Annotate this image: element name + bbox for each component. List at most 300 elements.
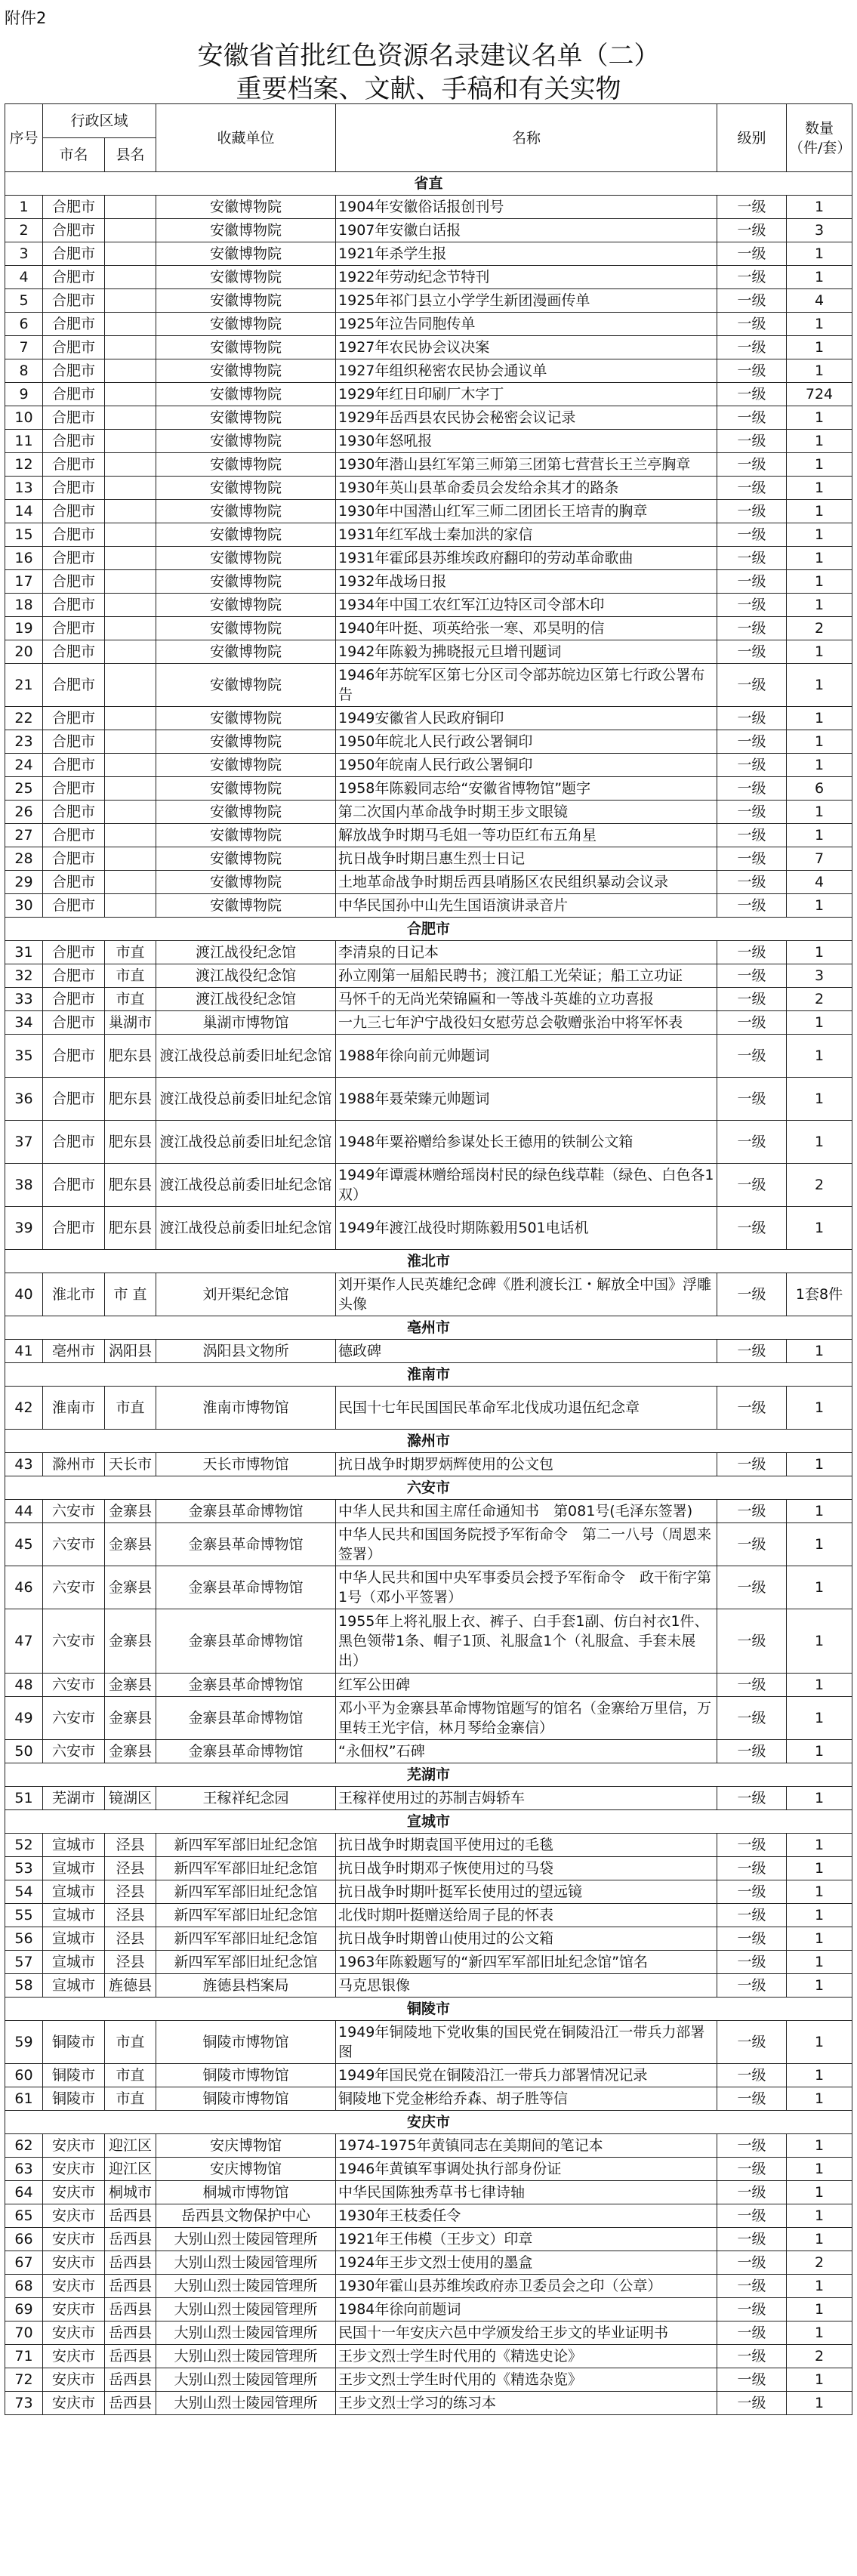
cell-city: 合肥市: [43, 266, 105, 289]
cell-city: 宣城市: [43, 1927, 105, 1951]
cell-unit: 桐城市博物馆: [156, 2181, 336, 2204]
cell-county: [105, 383, 156, 406]
cell-qty: 1: [787, 1523, 852, 1566]
cell-level: 一级: [717, 196, 787, 219]
cell-level: 一级: [717, 313, 787, 336]
cell-no: 17: [5, 570, 43, 594]
cell-no: 6: [5, 313, 43, 336]
cell-unit: 金寨县革命博物馆: [156, 1674, 336, 1697]
cell-level: 一级: [717, 2204, 787, 2228]
cell-level: 一级: [717, 2368, 787, 2392]
cell-county: 泾县: [105, 1857, 156, 1880]
cell-no: 45: [5, 1523, 43, 1566]
cell-unit: 安徽博物院: [156, 406, 336, 430]
section-row: [5, 1250, 852, 1273]
cell-level: 一级: [717, 664, 787, 707]
cell-name: 1932年战场日报: [336, 570, 717, 594]
cell-name: 抗日战争时期罗炳辉使用的公文包: [336, 1453, 717, 1476]
cell-name: 1925年泣告同胞传单: [336, 313, 717, 336]
cell-county: 巢湖市: [105, 1011, 156, 1035]
table-row: [5, 1500, 852, 1523]
cell-unit: 安徽博物院: [156, 523, 336, 547]
cell-name: 刘开渠作人民英雄纪念碑《胜利渡长江・解放全中国》浮雕头像: [336, 1273, 717, 1316]
cell-name: 李清泉的日记本: [336, 941, 717, 964]
cell-level: 一级: [717, 477, 787, 500]
header-no: 序号: [5, 104, 43, 172]
cell-city: 合肥市: [43, 359, 105, 383]
cell-qty: 1: [787, 2228, 852, 2251]
cell-qty: 1: [787, 664, 852, 707]
table-row: [5, 1035, 852, 1078]
cell-city: 合肥市: [43, 383, 105, 406]
cell-level: 一级: [717, 1609, 787, 1674]
cell-qty: 1: [787, 336, 852, 359]
cell-name: 民国十一年安庆六邑中学颁发给王步文的毕业证明书: [336, 2321, 717, 2345]
table-row: [5, 664, 852, 707]
cell-level: 一级: [717, 266, 787, 289]
table-row: [5, 1951, 852, 1974]
cell-no: 30: [5, 894, 43, 918]
cell-unit: 安徽博物院: [156, 547, 336, 570]
cell-no: 59: [5, 2021, 43, 2064]
table-row: [5, 2228, 852, 2251]
cell-name: 1930年潜山县红军第三师第三团第七营营长王兰亭胸章: [336, 453, 717, 477]
cell-unit: 铜陵市博物馆: [156, 2064, 336, 2087]
cell-qty: 3: [787, 964, 852, 988]
cell-unit: 安徽博物院: [156, 594, 336, 617]
table-row: [5, 1121, 852, 1164]
cell-unit: 安庆博物馆: [156, 2158, 336, 2181]
section-label: 六安市: [5, 1476, 852, 1500]
cell-qty: 1: [787, 1078, 852, 1121]
cell-level: 一级: [717, 2392, 787, 2415]
table-row: [5, 754, 852, 777]
table-row: [5, 219, 852, 242]
cell-name: 铜陵地下党金彬给乔森、胡子胜等信: [336, 2087, 717, 2111]
cell-no: 37: [5, 1121, 43, 1164]
cell-no: 43: [5, 1453, 43, 1476]
cell-qty: 1: [787, 242, 852, 266]
cell-city: 安庆市: [43, 2134, 105, 2158]
cell-name: 1904年安徽俗话报创刊号: [336, 196, 717, 219]
cell-no: 24: [5, 754, 43, 777]
cell-no: 21: [5, 664, 43, 707]
table-row: [5, 1523, 852, 1566]
cell-level: 一级: [717, 1857, 787, 1880]
cell-unit: 渡江战役总前委旧址纪念馆: [156, 1164, 336, 1207]
cell-city: 合肥市: [43, 964, 105, 988]
table-row: [5, 1609, 852, 1674]
cell-name: 民国十七年民国国民革命军北伐成功退伍纪念章: [336, 1387, 717, 1430]
cell-county: 市直: [105, 941, 156, 964]
cell-level: 一级: [717, 359, 787, 383]
cell-county: 市直: [105, 988, 156, 1011]
section-label: 安庆市: [5, 2111, 852, 2134]
cell-name: 中华民国陈独秀草书七律诗轴: [336, 2181, 717, 2204]
cell-level: 一级: [717, 1500, 787, 1523]
cell-unit: 王稼祥纪念园: [156, 1787, 336, 1810]
cell-name: 1949安徽省人民政府铜印: [336, 707, 717, 730]
cell-name: 1927年组织秘密农民协会通议单: [336, 359, 717, 383]
table-row: [5, 2345, 852, 2368]
table-row: [5, 313, 852, 336]
cell-name: 1955年上将礼服上衣、裤子、白手套1副、仿白衬衣1件、黑色领带1条、帽子1顶、礼服盒1个（礼服盒、手套未展出）: [336, 1609, 717, 1674]
table-row: [5, 894, 852, 918]
cell-county: 泾县: [105, 1951, 156, 1974]
cell-level: 一级: [717, 430, 787, 453]
header-unit: 收藏单位: [156, 104, 336, 172]
table-row: [5, 2134, 852, 2158]
cell-unit: 大别山烈士陵园管理所: [156, 2392, 336, 2415]
cell-city: 合肥市: [43, 988, 105, 1011]
cell-name: 1950年皖北人民行政公署铜印: [336, 730, 717, 754]
cell-no: 27: [5, 824, 43, 847]
table-header-row: [5, 104, 852, 138]
cell-no: 70: [5, 2321, 43, 2345]
cell-qty: 1: [787, 1951, 852, 1974]
cell-city: 合肥市: [43, 894, 105, 918]
cell-unit: 安徽博物院: [156, 730, 336, 754]
cell-level: 一级: [717, 1164, 787, 1207]
cell-level: 一级: [717, 707, 787, 730]
cell-unit: 安徽博物院: [156, 336, 336, 359]
table-row: [5, 1857, 852, 1880]
cell-county: 泾县: [105, 1880, 156, 1904]
cell-qty: 1: [787, 1880, 852, 1904]
cell-level: 一级: [717, 242, 787, 266]
cell-city: 合肥市: [43, 871, 105, 894]
cell-level: 一级: [717, 1927, 787, 1951]
cell-name: 1984年徐向前题词: [336, 2298, 717, 2321]
cell-county: 市直: [105, 2087, 156, 2111]
table-row: [5, 430, 852, 453]
cell-city: 合肥市: [43, 1207, 105, 1250]
cell-no: 55: [5, 1904, 43, 1927]
cell-city: 合肥市: [43, 847, 105, 871]
cell-unit: 金寨县革命博物馆: [156, 1523, 336, 1566]
cell-qty: 1: [787, 1207, 852, 1250]
cell-no: 29: [5, 871, 43, 894]
cell-no: 13: [5, 477, 43, 500]
cell-unit: 大别山烈士陵园管理所: [156, 2275, 336, 2298]
section-label: 淮北市: [5, 1250, 852, 1273]
cell-level: 一级: [717, 2134, 787, 2158]
cell-level: 一级: [717, 1011, 787, 1035]
cell-qty: 1: [787, 1974, 852, 1998]
cell-level: 一级: [717, 2087, 787, 2111]
table-row: [5, 359, 852, 383]
cell-county: 市直: [105, 2021, 156, 2064]
cell-no: 57: [5, 1951, 43, 1974]
cell-unit: 金寨县革命博物馆: [156, 1740, 336, 1763]
cell-unit: 新四军军部旧址纪念馆: [156, 1857, 336, 1880]
cell-city: 合肥市: [43, 430, 105, 453]
table-row: [5, 477, 852, 500]
cell-name: 邓小平为金寨县革命博物馆题写的馆名（金寨给万里信，万里转王光宇信，林月琴给金寨信）: [336, 1697, 717, 1740]
cell-level: 一级: [717, 500, 787, 523]
cell-unit: 安徽博物院: [156, 289, 336, 313]
cell-county: 岳西县: [105, 2298, 156, 2321]
cell-no: 14: [5, 500, 43, 523]
cell-county: [105, 777, 156, 801]
cell-no: 18: [5, 594, 43, 617]
cell-county: 金寨县: [105, 1674, 156, 1697]
cell-no: 66: [5, 2228, 43, 2251]
cell-qty: 1: [787, 313, 852, 336]
table-row: [5, 617, 852, 640]
table-row: [5, 2181, 852, 2204]
cell-qty: 1: [787, 2181, 852, 2204]
cell-level: 一级: [717, 1523, 787, 1566]
cell-unit: 安徽博物院: [156, 242, 336, 266]
cell-name: 德政碑: [336, 1340, 717, 1363]
table-row: [5, 453, 852, 477]
cell-qty: 1: [787, 2064, 852, 2087]
cell-name: 中华人民共和国国务院授予军衔命令 第二一八号（周恩来签署）: [336, 1523, 717, 1566]
cell-county: [105, 196, 156, 219]
cell-qty: 1: [787, 196, 852, 219]
cell-unit: 铜陵市博物馆: [156, 2021, 336, 2064]
table-row: [5, 2392, 852, 2415]
cell-unit: 渡江战役总前委旧址纪念馆: [156, 1121, 336, 1164]
table-row: [5, 707, 852, 730]
cell-level: 一级: [717, 824, 787, 847]
section-label: 亳州市: [5, 1316, 852, 1340]
cell-level: 一级: [717, 988, 787, 1011]
cell-qty: 3: [787, 219, 852, 242]
cell-no: 26: [5, 801, 43, 824]
cell-unit: 新四军军部旧址纪念馆: [156, 1951, 336, 1974]
cell-city: 安庆市: [43, 2345, 105, 2368]
cell-name: 中华人民共和国中央军事委员会授予军衔命令 政干衔字第1号（邓小平签署）: [336, 1566, 717, 1609]
cell-name: 抗日战争时期袁国平使用过的毛毯: [336, 1834, 717, 1857]
cell-city: 合肥市: [43, 242, 105, 266]
cell-county: [105, 871, 156, 894]
cell-city: 铜陵市: [43, 2021, 105, 2064]
cell-county: 金寨县: [105, 1697, 156, 1740]
cell-qty: 1套8件: [787, 1273, 852, 1316]
section-label: 合肥市: [5, 918, 852, 941]
cell-unit: 大别山烈士陵园管理所: [156, 2368, 336, 2392]
cell-name: 1931年霍邱县苏维埃政府翻印的劳动革命歌曲: [336, 547, 717, 570]
cell-no: 51: [5, 1787, 43, 1810]
table-row: [5, 1011, 852, 1035]
header-region: 行政区域: [43, 104, 156, 138]
cell-no: 41: [5, 1340, 43, 1363]
section-row: [5, 1363, 852, 1387]
cell-city: 合肥市: [43, 289, 105, 313]
section-row: [5, 1430, 852, 1453]
cell-city: 铜陵市: [43, 2087, 105, 2111]
cell-name: 1950年皖南人民行政公署铜印: [336, 754, 717, 777]
cell-unit: 安徽博物院: [156, 477, 336, 500]
table-row: [5, 1740, 852, 1763]
cell-level: 一级: [717, 453, 787, 477]
cell-county: [105, 266, 156, 289]
cell-city: 六安市: [43, 1500, 105, 1523]
cell-city: 安庆市: [43, 2228, 105, 2251]
cell-county: [105, 547, 156, 570]
cell-no: 48: [5, 1674, 43, 1697]
section-row: [5, 1810, 852, 1834]
table-row: [5, 1880, 852, 1904]
cell-county: [105, 824, 156, 847]
cell-county: 金寨县: [105, 1500, 156, 1523]
cell-level: 一级: [717, 617, 787, 640]
cell-level: 一级: [717, 1974, 787, 1998]
cell-qty: 1: [787, 570, 852, 594]
cell-city: 合肥市: [43, 824, 105, 847]
cell-qty: 1: [787, 707, 852, 730]
cell-city: 安庆市: [43, 2321, 105, 2345]
cell-unit: 安徽博物院: [156, 777, 336, 801]
cell-city: 六安市: [43, 1740, 105, 1763]
section-label: 宣城市: [5, 1810, 852, 1834]
cell-unit: 安徽博物院: [156, 664, 336, 707]
table-row: [5, 242, 852, 266]
table-row: [5, 2021, 852, 2064]
cell-qty: 1: [787, 754, 852, 777]
cell-qty: 1: [787, 1674, 852, 1697]
cell-name: 中华民国孙中山先生国语演讲录音片: [336, 894, 717, 918]
cell-level: 一级: [717, 730, 787, 754]
cell-qty: 1: [787, 1857, 852, 1880]
cell-name: 1988年聂荣臻元帅题词: [336, 1078, 717, 1121]
cell-no: 8: [5, 359, 43, 383]
cell-county: 泾县: [105, 1834, 156, 1857]
cell-unit: 新四军军部旧址纪念馆: [156, 1880, 336, 1904]
cell-name: 1921年杀学生报: [336, 242, 717, 266]
cell-city: 合肥市: [43, 1078, 105, 1121]
cell-county: [105, 523, 156, 547]
cell-city: 安庆市: [43, 2298, 105, 2321]
table-row: [5, 964, 852, 988]
cell-qty: 1: [787, 1697, 852, 1740]
cell-county: [105, 730, 156, 754]
cell-city: 合肥市: [43, 1164, 105, 1207]
cell-no: 33: [5, 988, 43, 1011]
cell-name: 1988年徐向前元帅题词: [336, 1035, 717, 1078]
cell-name: 抗日战争时期叶挺军长使用过的望远镜: [336, 1880, 717, 1904]
cell-qty: 1: [787, 1787, 852, 1810]
cell-qty: 2: [787, 1164, 852, 1207]
table-row: [5, 1787, 852, 1810]
cell-county: [105, 754, 156, 777]
cell-qty: 1: [787, 640, 852, 664]
cell-level: 一级: [717, 219, 787, 242]
cell-no: 53: [5, 1857, 43, 1880]
cell-unit: 大别山烈士陵园管理所: [156, 2251, 336, 2275]
section-label: 省直: [5, 172, 852, 196]
table-row: [5, 1340, 852, 1363]
table-row: [5, 1387, 852, 1430]
cell-unit: 安徽博物院: [156, 640, 336, 664]
table-row: [5, 1834, 852, 1857]
table-row: [5, 594, 852, 617]
cell-county: 肥东县: [105, 1207, 156, 1250]
cell-city: 合肥市: [43, 617, 105, 640]
cell-qty: 1: [787, 1609, 852, 1674]
cell-county: [105, 707, 156, 730]
cell-county: [105, 359, 156, 383]
cell-qty: 1: [787, 547, 852, 570]
cell-city: 六安市: [43, 1674, 105, 1697]
cell-unit: 安徽博物院: [156, 570, 336, 594]
cell-level: 一级: [717, 1387, 787, 1430]
cell-county: [105, 894, 156, 918]
cell-qty: 2: [787, 617, 852, 640]
cell-city: 合肥市: [43, 500, 105, 523]
cell-name: 马怀千的无尚光荣锦匾和一等战斗英雄的立功喜报: [336, 988, 717, 1011]
cell-county: 金寨县: [105, 1609, 156, 1674]
cell-unit: 安徽博物院: [156, 617, 336, 640]
cell-city: 合肥市: [43, 664, 105, 707]
cell-city: 六安市: [43, 1609, 105, 1674]
cell-level: 一级: [717, 2345, 787, 2368]
cell-name: 1930年霍山县苏维埃政府赤卫委员会之印（公章）: [336, 2275, 717, 2298]
cell-name: 孙立刚第一届船民聘书；渡江船工光荣证；船工立功证: [336, 964, 717, 988]
cell-unit: 金寨县革命博物馆: [156, 1500, 336, 1523]
cell-qty: 1: [787, 430, 852, 453]
cell-qty: 2: [787, 988, 852, 1011]
cell-county: [105, 617, 156, 640]
cell-county: 岳西县: [105, 2275, 156, 2298]
cell-county: 市 直: [105, 1273, 156, 1316]
cell-county: 金寨县: [105, 1740, 156, 1763]
cell-level: 一级: [717, 289, 787, 313]
cell-qty: 1: [787, 2021, 852, 2064]
cell-no: 50: [5, 1740, 43, 1763]
cell-county: 涡阳县: [105, 1340, 156, 1363]
cell-no: 46: [5, 1566, 43, 1609]
cell-name: 1922年劳动纪念节特刊: [336, 266, 717, 289]
cell-qty: 1: [787, 500, 852, 523]
cell-name: 1907年安徽白话报: [336, 219, 717, 242]
cell-level: 一级: [717, 336, 787, 359]
cell-county: [105, 242, 156, 266]
cell-qty: 1: [787, 1387, 852, 1430]
cell-name: 1949年渡江战役时期陈毅用501电话机: [336, 1207, 717, 1250]
cell-qty: 1: [787, 824, 852, 847]
cell-county: 市直: [105, 964, 156, 988]
cell-name: 1934年中国工农红军江边特区司令部木印: [336, 594, 717, 617]
cell-qty: 1: [787, 1035, 852, 1078]
cell-county: 迎江区: [105, 2134, 156, 2158]
cell-level: 一级: [717, 1340, 787, 1363]
cell-level: 一级: [717, 2321, 787, 2345]
cell-level: 一级: [717, 523, 787, 547]
cell-name: 1925年祁门县立小学学生新团漫画传单: [336, 289, 717, 313]
cell-no: 32: [5, 964, 43, 988]
cell-no: 19: [5, 617, 43, 640]
cell-level: 一级: [717, 1078, 787, 1121]
cell-unit: 大别山烈士陵园管理所: [156, 2298, 336, 2321]
table-row: [5, 523, 852, 547]
cell-unit: 安徽博物院: [156, 801, 336, 824]
cell-county: 金寨县: [105, 1566, 156, 1609]
cell-name: “永佃权”石碑: [336, 1740, 717, 1763]
cell-qty: 1: [787, 730, 852, 754]
cell-unit: 铜陵市博物馆: [156, 2087, 336, 2111]
section-row: [5, 1763, 852, 1787]
cell-qty: 1: [787, 266, 852, 289]
cell-city: 安庆市: [43, 2392, 105, 2415]
cell-no: 38: [5, 1164, 43, 1207]
table-row: [5, 2158, 852, 2181]
cell-county: [105, 801, 156, 824]
table-row: [5, 847, 852, 871]
cell-level: 一级: [717, 1453, 787, 1476]
